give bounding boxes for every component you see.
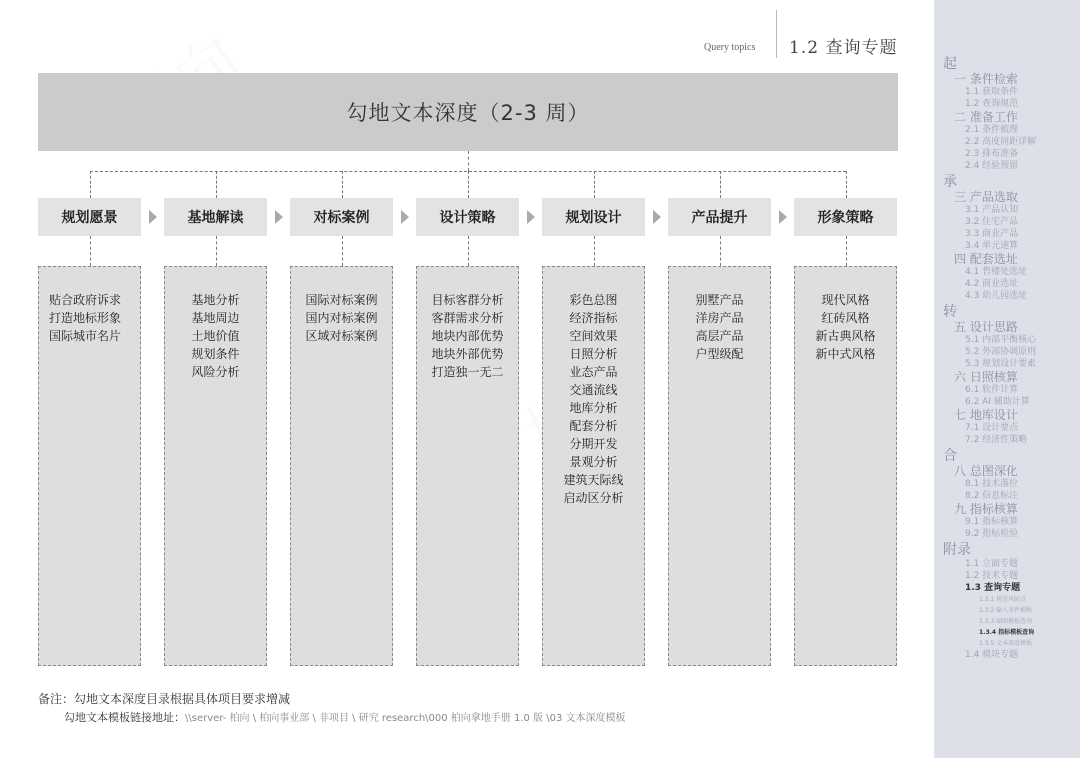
toc-subitem[interactable]: 7.2 经济性策略 — [965, 435, 1028, 445]
toc-subitem[interactable]: 1.1 获取条件 — [965, 87, 1019, 97]
toc-chapter[interactable]: 三 产品选取 — [954, 190, 1018, 204]
phase-item-list — [795, 291, 896, 363]
toc-subitem[interactable]: 2.3 排布准备 — [965, 149, 1019, 159]
connector-line — [468, 171, 469, 198]
arrow-right-icon — [779, 210, 787, 224]
toc-subsubitem-current[interactable]: 1.3.4 指标模板查询 — [979, 629, 1035, 636]
connector-line — [846, 236, 847, 266]
toc-subitem[interactable]: 5.2 外部协调原则 — [965, 347, 1037, 357]
arrow-right-icon — [275, 210, 283, 224]
connector-line — [720, 171, 721, 198]
main-title-bar — [38, 73, 898, 151]
toc-section[interactable]: 合 — [943, 448, 957, 464]
header-divider — [776, 10, 777, 58]
toc-subitem[interactable]: 6.2 AI 辅助计算 — [965, 397, 1030, 407]
toc-section[interactable]: 起 — [943, 56, 957, 72]
phase-item: 空间效果 — [569, 329, 618, 343]
toc-subitem[interactable]: 6.1 软件计算 — [965, 385, 1019, 395]
phase-item: 现代风格 — [821, 293, 870, 307]
phase-column — [542, 266, 645, 666]
phase-item: 规划条件 — [191, 347, 240, 361]
phase-item-list — [39, 291, 140, 345]
toc-subitem-active[interactable]: 1.3 查询专题 — [965, 583, 1021, 593]
phase-item: 建筑天际线 — [563, 473, 624, 487]
toc-chapter[interactable]: 四 配套选址 — [954, 252, 1018, 266]
phase-item: 景观分析 — [569, 455, 618, 469]
main-title: 勾地文本深度（2-3 周） — [346, 101, 590, 125]
phase-item: 经济指标 — [569, 311, 618, 325]
toc-subitem[interactable]: 3.2 住宅产品 — [965, 217, 1019, 227]
phase-label: 形象策略 — [794, 198, 897, 236]
phase-item: 红砖风格 — [821, 311, 870, 325]
phase-item: 洋房产品 — [695, 311, 744, 325]
sidebar-toc — [934, 0, 1080, 758]
phase-item: 土地价值 — [191, 329, 240, 343]
phase-column — [164, 266, 267, 666]
phase-column — [416, 266, 519, 666]
toc-chapter[interactable]: 六 日照核算 — [954, 370, 1018, 384]
toc-subitem[interactable]: 1.1 立面专题 — [965, 559, 1019, 569]
phase-item: 启动区分析 — [563, 491, 624, 505]
toc-subitem[interactable]: 2.4 经验预留 — [965, 161, 1019, 171]
phase-label: 产品提升 — [668, 198, 771, 236]
toc-subitem[interactable]: 9.2 指标检验 — [965, 529, 1019, 539]
connector-line — [342, 171, 343, 198]
toc-subitem[interactable]: 8.2 信息标注 — [965, 491, 1019, 501]
toc-subitem[interactable]: 5.1 内部平衡核心 — [965, 335, 1037, 345]
toc-subsubitem[interactable]: 1.3.1 规范风险点 — [979, 596, 1027, 603]
phase-item: 高层产品 — [695, 329, 744, 343]
arrow-right-icon — [401, 210, 409, 224]
toc-subitem[interactable]: 3.3 商业产品 — [965, 229, 1019, 239]
phase-item-list — [417, 291, 518, 381]
phase-item-list — [165, 291, 266, 381]
phase-item: 基地周边 — [191, 311, 240, 325]
phase-label: 对标案例 — [290, 198, 393, 236]
toc-subsubitem[interactable]: 1.3.5 文本深度模板 — [979, 640, 1033, 647]
phase-item: 打造独一无二 — [431, 365, 504, 379]
connector-line — [468, 151, 469, 171]
phase-item: 地块外部优势 — [431, 347, 504, 361]
toc-subitem[interactable]: 9.1 指标核算 — [965, 517, 1019, 527]
toc-subitem[interactable]: 2.2 高度间距详解 — [965, 137, 1037, 147]
phase-item: 国际城市名片 — [49, 329, 122, 343]
phase-item: 交通流线 — [569, 383, 618, 397]
phase-column — [38, 266, 141, 666]
toc-chapter[interactable]: 五 设计思路 — [954, 320, 1018, 334]
phase-column — [668, 266, 771, 666]
phase-item: 别墅产品 — [695, 293, 744, 307]
toc-subitem[interactable]: 3.4 单元速算 — [965, 241, 1019, 251]
phase-item: 目标客群分析 — [431, 293, 504, 307]
toc-subitem[interactable]: 1.2 查询规范 — [965, 99, 1019, 109]
toc-subitem[interactable]: 3.1 产品认知 — [965, 205, 1019, 215]
phase-label: 规划设计 — [542, 198, 645, 236]
toc-chapter[interactable]: 七 地库设计 — [954, 408, 1018, 422]
toc-section[interactable]: 转 — [943, 304, 957, 320]
toc-subitem[interactable]: 4.2 商业选址 — [965, 279, 1019, 289]
connector-line — [90, 236, 91, 266]
toc-subitem[interactable]: 4.3 幼儿园选址 — [965, 291, 1028, 301]
phase-item: 地库分析 — [569, 401, 618, 415]
toc-subitem[interactable]: 1.4 模块专题 — [965, 650, 1019, 660]
note-link-label: 勾地文本模板链接地址： — [64, 711, 185, 724]
arrow-right-icon — [149, 210, 157, 224]
toc-subitem[interactable]: 2.1 条件梳理 — [965, 125, 1019, 135]
phase-label: 基地解读 — [164, 198, 267, 236]
connector-line — [594, 236, 595, 266]
connector-line — [342, 236, 343, 266]
toc-subitem[interactable]: 8.1 技术落位 — [965, 479, 1019, 489]
phase-item: 地块内部优势 — [431, 329, 504, 343]
phase-item-list — [669, 291, 770, 363]
connector-line — [216, 236, 217, 266]
phase-item: 新古典风格 — [815, 329, 876, 343]
note-link-path[interactable]: \\server- 柏向 \ 柏向事业部 \ 非项目 \ 研究 research\000 柏向拿地手册 1.0 版 \03 文本深度模板 — [185, 713, 626, 724]
phase-item: 基地分析 — [191, 293, 240, 307]
arrow-right-icon — [527, 210, 535, 224]
phase-label: 设计策略 — [416, 198, 519, 236]
phase-item: 彩色总图 — [569, 293, 618, 307]
header-subtitle: Query topics — [704, 42, 756, 53]
phase-item: 分期开发 — [569, 437, 618, 451]
toc-section[interactable]: 承 — [943, 174, 957, 190]
phase-item: 国际对标案例 — [305, 293, 378, 307]
connector-line — [720, 236, 721, 266]
phase-item: 业态产品 — [569, 365, 618, 379]
toc-subitem[interactable]: 4.1 售楼处选址 — [965, 267, 1028, 277]
phase-item: 日照分析 — [569, 347, 618, 361]
connector-line — [594, 171, 595, 198]
phase-item: 打造地标形象 — [49, 311, 122, 325]
phase-item-list — [543, 291, 644, 507]
toc-chapter[interactable]: 二 准备工作 — [954, 110, 1018, 124]
phase-column — [794, 266, 897, 666]
phase-item: 国内对标案例 — [305, 311, 378, 325]
phase-label: 规划愿景 — [38, 198, 141, 236]
toc-section[interactable]: 附录 — [943, 542, 971, 558]
phase-item: 配套分析 — [569, 419, 618, 433]
connector-line — [216, 171, 217, 198]
toc-subitem[interactable]: 1.2 技术专题 — [965, 571, 1019, 581]
phase-column — [290, 266, 393, 666]
phase-item: 客群需求分析 — [431, 311, 504, 325]
arrow-right-icon — [653, 210, 661, 224]
toc-subsubitem[interactable]: 1.3.2 输入条件模板 — [979, 607, 1033, 614]
connector-line — [90, 171, 91, 198]
toc-chapter[interactable]: 一 条件检索 — [954, 72, 1018, 86]
phase-item: 户型级配 — [695, 347, 744, 361]
toc-subitem[interactable]: 7.1 设计要点 — [965, 423, 1019, 433]
phase-item: 区域对标案例 — [305, 329, 378, 343]
note-template-link — [64, 709, 626, 725]
toc-subitem[interactable]: 5.3 规划设计要素 — [965, 359, 1037, 369]
toc-chapter[interactable]: 九 指标核算 — [954, 502, 1018, 516]
phase-item: 贴合政府诉求 — [49, 293, 122, 307]
connector-line — [468, 236, 469, 266]
phase-item: 新中式风格 — [815, 347, 876, 361]
connector-line — [846, 171, 847, 198]
header-section-title: 1.2 查询专题 — [789, 38, 898, 58]
phase-item: 风险分析 — [191, 365, 240, 379]
phase-item-list — [291, 291, 392, 345]
toc-subsubitem[interactable]: 1.3.3 刷图模板查询 — [979, 618, 1033, 625]
note-remark: 备注：勾地文本深度目录根据具体项目要求增减 — [38, 692, 291, 706]
toc-chapter[interactable]: 八 总图深化 — [954, 464, 1018, 478]
